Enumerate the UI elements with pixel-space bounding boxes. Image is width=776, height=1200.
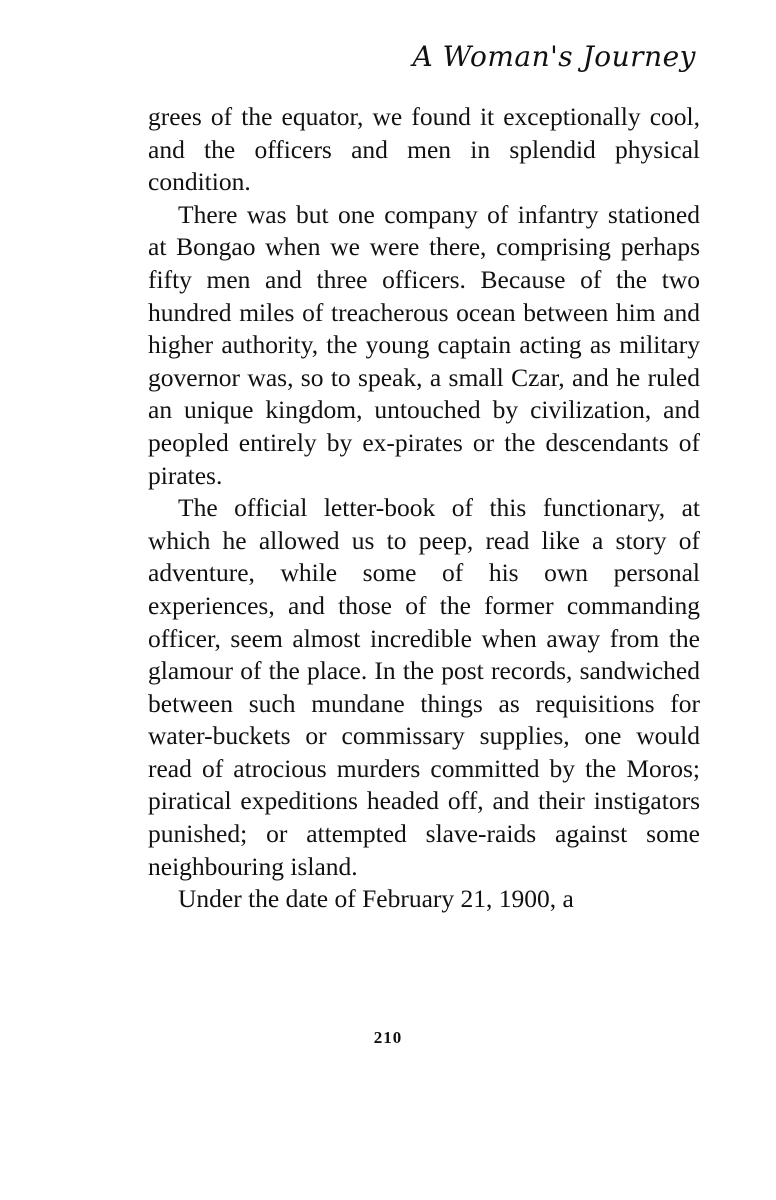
page-number: 210 [373,1028,403,1047]
paragraph-february-date: Under the date of February 21, 1900, a [178,884,574,914]
paragraph-continuation: grees of the equator, we found it exceptionally cool, and the officers and men in splendid physical condition. [148,102,700,197]
paragraph-infantry-company: There was but one company of infantry stationed at Bongao when we were there, comprising perhaps fifty men and three officers. Because of the two hundred miles of treacherous ocean between him and higher authority, the young captain acting as military governor was, so to speak, a small Czar, and he ruled an unique kingdom, untouched by civilization, and peopled entirely by ex-pirates or the descendants of pirates. [148,199,700,490]
paragraph-letter-book: The official letter-book of this functionary, at which he allowed us to peep, read like a story of adventure, while some of his own personal experiences, and those of the former commanding officer, seem almost incredible when away from the glamour of the place. In the post records, sandwiched between such mundane things as requisitions for water-buckets or commissary supplies, one would read of atrocious murders committed by the Moros; piratical expeditions headed off, and their instigators punished; or attempted slave-raids against some neighbouring island. [148,493,700,881]
body-text [148,101,700,916]
running-title: A Woman's Journey [412,40,696,73]
